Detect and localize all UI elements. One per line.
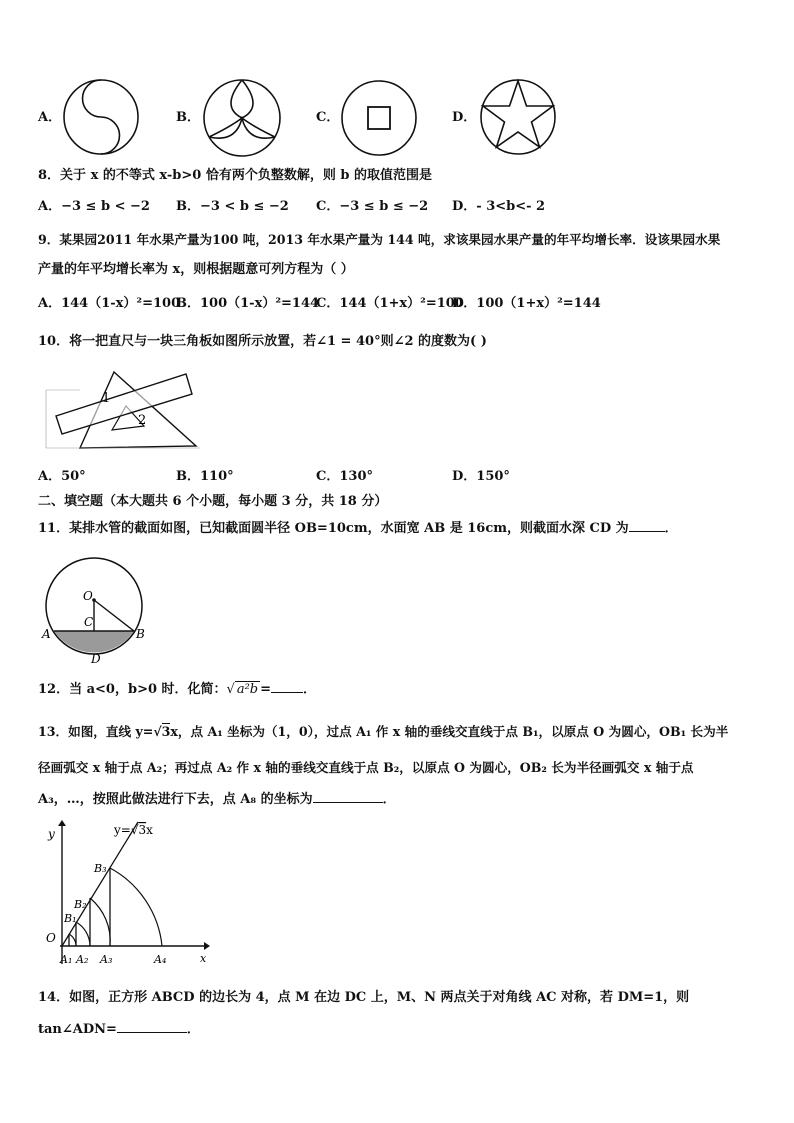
star-in-circle-figure [478,77,558,157]
q13-line1-b: x，点 A₁ 坐标为（1，0），过点 A₁ 作 x 轴的垂线交直线于点 B₁，以原点 O 为圆心，OB₁ 长为半 [170,724,729,739]
y-axis-label: y [48,827,55,841]
point-a1-label: A₁ [60,953,73,966]
q10-option-a: A．50° [38,469,86,484]
q8-option-b: B．−3 < b ≤ −2 [176,199,289,214]
q14-line2-row [38,1022,200,1038]
q11-answer-blank[interactable] [629,531,665,532]
point-b-label: B [136,627,145,641]
q10-option-d: D．150° [452,469,510,484]
q13-line3: A₃，…，按照此做法进行下去，点 A₈ 的坐标为 [38,792,313,807]
q13-line3-row [38,792,396,808]
point-a-label: A [42,627,51,641]
three-petal-figure [200,77,284,159]
q10-option-b: B．110° [176,469,234,484]
point-b3-label: B₃ [94,862,107,875]
q13-coordinate-graph [38,818,210,970]
q9-option-c: C．144（1+x）²=100 [316,296,464,311]
q11-stem-row [38,521,678,537]
q13-line3-tail: ． [382,792,396,807]
q14-answer-blank[interactable] [117,1032,187,1033]
q7-option-d-label: D． [452,110,477,125]
point-a2-label: A₂ [76,953,89,966]
q8-option-c: C．−3 ≤ b ≤ −2 [316,199,429,214]
angle-1-label: 1 [102,391,111,406]
point-d-label: D [91,652,101,666]
yin-yang-figure [62,78,140,156]
q9-option-b: B．100（1-x）²=144 [176,296,320,311]
x-axis-label: x [200,952,207,965]
point-a3-label: A₃ [100,953,113,966]
q7-option-a-label: A． [38,110,62,125]
point-c-label: C [84,615,94,629]
q8-option-d: D．- 3<b<- 2 [452,199,546,214]
q13-answer-blank[interactable] [313,802,383,803]
ruler-triangle-figure [40,362,202,454]
q12-tail: ． [303,682,317,697]
q12-prefix: 12．当 a<0，b>0 时．化简： [38,682,227,697]
q13-line1-a: 13．如图，直线 y= [38,724,154,739]
q14-line2: tan∠ADN= [38,1022,117,1037]
q9-line2: 产量的年平均增长率为 x，则根据题意可列方程为（ ） [38,262,354,277]
pipe-cross-section-figure [38,548,150,666]
q12-row [38,682,316,698]
q10-stem: 10．将一把直尺与一块三角板如图所示放置，若∠1 = 40°则∠2 的度数为( ) [38,334,487,349]
q12-radicand: a²b [236,682,259,697]
point-o-label: O [83,589,93,603]
q13-sqrt: √3 [153,724,171,739]
q12-equals: = [260,682,272,697]
q10-option-c: C．130° [316,469,373,484]
q9-option-d: D．100（1+x）²=144 [452,296,601,311]
q8-stem: 8．关于 x 的不等式 x-b>0 恰有两个负整数解，则 b 的取值范围是 [38,168,432,183]
q11-stem: 11．某排水管的截面如图，已知截面圆半径 OB=10cm，水面宽 AB 是 16cm，则截面水深 CD 为 [38,521,629,536]
q11-tail: ． [664,521,678,536]
q9-option-a: A．144（1-x）²=100 [38,296,181,311]
q7-option-b-label: B． [176,110,200,125]
q12-answer-blank[interactable] [271,692,303,693]
line-equation-label: y=√3x [114,823,153,837]
q14-tail: ． [186,1022,200,1037]
point-b2-label: B₂ [74,898,87,911]
angle-2-label: 2 [138,413,147,428]
q9-line1: 9．某果园2011 年水果产量为100 吨，2013 年水果产量为 144 吨，求该果园水果产量的年平均增长率．设该果园水果 [38,232,721,247]
point-a4-label: A₄ [154,953,167,966]
origin-label: O [46,931,56,945]
point-b1-label: B₁ [64,912,77,925]
q13-sqrt-radicand: 3 [161,724,171,739]
q12-sqrt-expression: √ a²b [226,682,259,697]
section-2-title: 二、填空题（本大题共 6 个小题，每小题 3 分，共 18 分） [38,494,388,509]
q8-option-a: A．−3 ≤ b < −2 [38,199,150,214]
q13-line1-row [38,724,728,740]
coin-figure [338,78,420,158]
q13-line2: 径画弧交 x 轴于点 A₂；再过点 A₂ 作 x 轴的垂线交直线于点 B₂，以原点 O 为圆心，OB₂ 长为半径画弧交 x 轴于点 [38,760,694,775]
q7-option-c-label: C． [316,110,340,125]
q14-line1: 14．如图，正方形 ABCD 的边长为 4，点 M 在边 DC 上，M、N 两点关于对角线 AC 对称，若 DM=1，则 [38,990,690,1005]
